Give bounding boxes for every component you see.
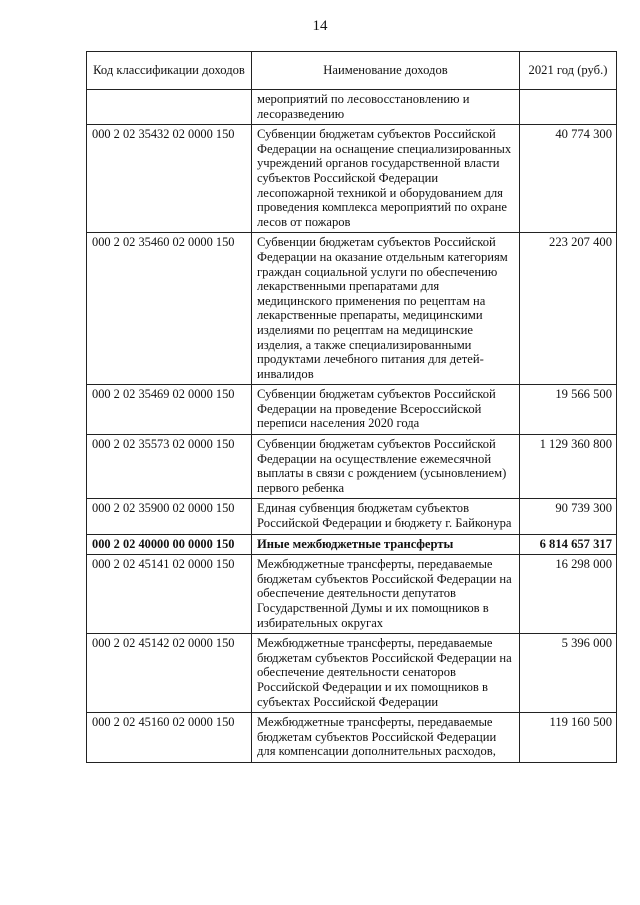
table-row xyxy=(87,499,617,534)
row-code xyxy=(87,90,252,125)
row-amount: 119 160 500 xyxy=(520,713,617,763)
table-row xyxy=(87,555,617,634)
row-code: 000 2 02 35432 02 0000 150 xyxy=(87,125,252,233)
row-name: Иные межбюджетные трансферты xyxy=(252,534,520,555)
page-number: 14 xyxy=(312,18,328,34)
row-amount: 16 298 000 xyxy=(520,555,617,634)
row-name: Субвенции бюджетам субъектов Российской Федерации на оснащение специализированных учреждений органов государственной власти субъектов Российской Федерации лесопожарной техникой и оборудованием для проведения комплекса мероприятий по охране лесов от пожаров xyxy=(252,125,520,233)
row-code: 000 2 02 45141 02 0000 150 xyxy=(87,555,252,634)
row-amount: 5 396 000 xyxy=(520,634,617,713)
row-amount xyxy=(520,90,617,125)
row-code: 000 2 02 45142 02 0000 150 xyxy=(87,634,252,713)
row-amount: 6 814 657 317 xyxy=(520,534,617,555)
header-row xyxy=(87,52,617,90)
table-row xyxy=(87,534,617,555)
row-name: мероприятий по лесовосстановлению и лесоразведению xyxy=(252,90,520,125)
table-row xyxy=(87,713,617,763)
row-code: 000 2 02 40000 00 0000 150 xyxy=(87,534,252,555)
table-row xyxy=(87,634,617,713)
table-row xyxy=(87,385,617,435)
row-amount: 40 774 300 xyxy=(520,125,617,233)
row-name: Единая субвенция бюджетам субъектов Российской Федерации и бюджету г. Байконура xyxy=(252,499,520,534)
row-name: Межбюджетные трансферты, передаваемые бюджетам субъектов Российской Федерации для компенсации дополнительных расходов, xyxy=(252,713,520,763)
table-row xyxy=(87,233,617,385)
table-row xyxy=(87,435,617,499)
row-code: 000 2 02 45160 02 0000 150 xyxy=(87,713,252,763)
row-name: Межбюджетные трансферты, передаваемые бюджетам субъектов Российской Федерации на обеспечение деятельности депутатов Государственной Думы и их помощников в избирательных округах xyxy=(252,555,520,634)
header-code: Код классификации доходов xyxy=(87,52,252,90)
row-amount: 223 207 400 xyxy=(520,233,617,385)
row-code: 000 2 02 35460 02 0000 150 xyxy=(87,233,252,385)
header-amount: 2021 год (руб.) xyxy=(520,52,617,90)
row-code: 000 2 02 35573 02 0000 150 xyxy=(87,435,252,499)
row-name: Субвенции бюджетам субъектов Российской Федерации на осуществление ежемесячной выплаты в связи с рождением (усыновлением) первого ребенка xyxy=(252,435,520,499)
table-row xyxy=(87,125,617,233)
row-code: 000 2 02 35900 02 0000 150 xyxy=(87,499,252,534)
row-amount: 90 739 300 xyxy=(520,499,617,534)
table-row xyxy=(87,90,617,125)
row-name: Субвенции бюджетам субъектов Российской Федерации на оказание отдельным категориям граждан социальной услуги по обеспечению лекарственными препаратами для медицинского применения по рецептам на лекарственные препараты, медицинскими изделиями по рецептам на медицинские изделия, а также специализированными продуктами лечебного питания для детей-инвалидов xyxy=(252,233,520,385)
row-name: Межбюджетные трансферты, передаваемые бюджетам субъектов Российской Федерации на обеспечение деятельности сенаторов Российской Федерации и их помощников в субъектах Российской Федерации xyxy=(252,634,520,713)
row-name: Субвенции бюджетам субъектов Российской Федерации на проведение Всероссийской переписи населения 2020 года xyxy=(252,385,520,435)
row-amount: 1 129 360 800 xyxy=(520,435,617,499)
header-name: Наименование доходов xyxy=(252,52,520,90)
table-body xyxy=(87,90,617,763)
table-header xyxy=(87,52,617,90)
row-amount: 19 566 500 xyxy=(520,385,617,435)
row-code: 000 2 02 35469 02 0000 150 xyxy=(87,385,252,435)
revenue-table xyxy=(86,51,617,763)
